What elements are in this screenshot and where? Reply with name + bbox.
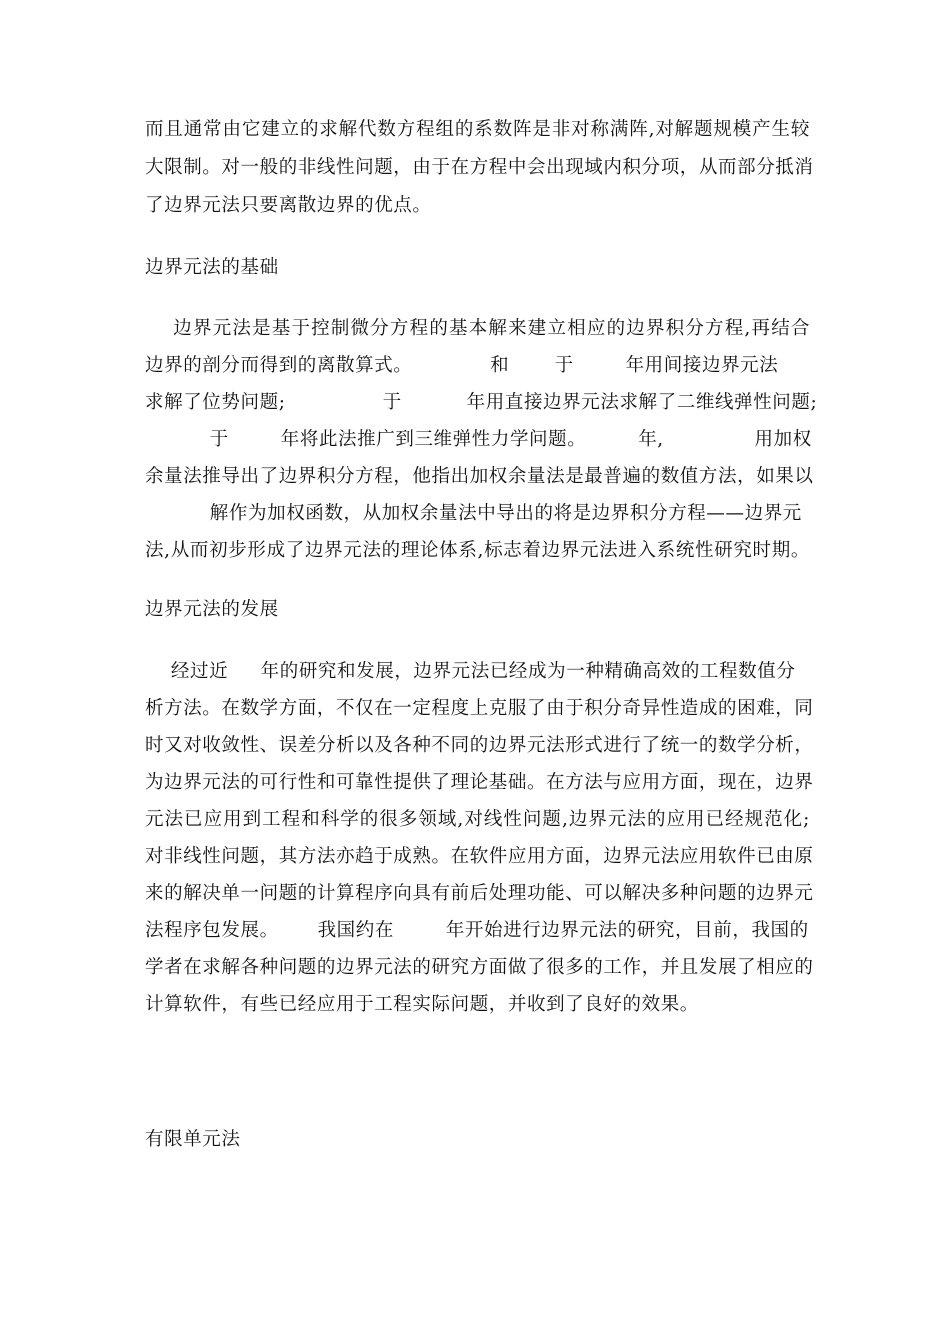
paragraph-line: 余量法推导出了边界积分方程，他指出加权余量法是最普遍的数值方法，如果以 xyxy=(145,466,814,487)
paragraph-line: 对非线性问题，其方法亦趋于成熟。在软件应用方面，边界元法应用软件已由原 xyxy=(145,846,814,867)
paragraph-line: 大限制。对一般的非线性问题，由于在方程中会出现域内积分项，从而部分抵消 xyxy=(145,157,814,178)
paragraph-line: 学者在求解各种问题的边界元法的研究方面做了很多的工作，并且发展了相应的 xyxy=(145,957,814,978)
section-heading: 有限单元法 xyxy=(145,1129,241,1150)
paragraph-line: 解作为加权函数，从加权余量法中导出的将是边界积分方程——边界元 xyxy=(145,503,802,524)
paragraph-line: 来的解决单一问题的计算程序向具有前后处理功能、可以解决多种问题的边界元 xyxy=(145,883,814,904)
paragraph-line: 为边界元法的可行性和可靠性提供了理论基础。在方法与应用方面，现在，边界 xyxy=(145,772,814,793)
paragraph-line: 时又对收敛性、误差分析以及各种不同的边界元法形式进行了统一的数学分析， xyxy=(145,735,814,756)
paragraph-line: 边界的剖分而得到的离散算式。 和 于 年用间接边界元法 xyxy=(145,355,779,376)
paragraph-line: 于 年将此法推广到三维弹性力学问题。 年, 用加权 xyxy=(145,429,812,450)
paragraph-line: 计算软件，有些已经应用于工程实际问题，并收到了良好的效果。 xyxy=(145,994,699,1015)
paragraph-line: 经过近 年的研究和发展，边界元法已经成为一种精确高效的工程数值分 xyxy=(145,661,796,682)
paragraph-line: 法,从而初步形成了边界元法的理论体系,标志着边界元法进入系统性研究时期。 xyxy=(145,540,810,561)
paragraph-line: 而且通常由它建立的求解代数方程组的系数阵是非对称满阵,对解题规模产生较 xyxy=(145,119,810,140)
paragraph-line: 边界元法是基于控制微分方程的基本解来建立相应的边界积分方程,再结合 xyxy=(145,318,810,339)
paragraph-line: 法程序包发展。 我国约在 年开始进行边界元法的研究，目前，我国的 xyxy=(145,920,809,941)
paragraph-line: 析方法。在数学方面，不仅在一定程度上克服了由于积分奇异性造成的困难，同 xyxy=(145,698,814,719)
paragraph-line: 了边界元法只要离散边界的优点。 xyxy=(145,195,432,216)
section-heading: 边界元法的发展 xyxy=(145,599,279,620)
section-heading: 边界元法的基础 xyxy=(145,257,279,278)
paragraph-line: 求解了位势问题; 于 年用直接边界元法求解了二维线弹性问题; xyxy=(145,392,818,413)
paragraph-line: 元法已应用到工程和科学的很多领域,对线性问题,边界元法的应用已经规范化; xyxy=(145,809,810,830)
